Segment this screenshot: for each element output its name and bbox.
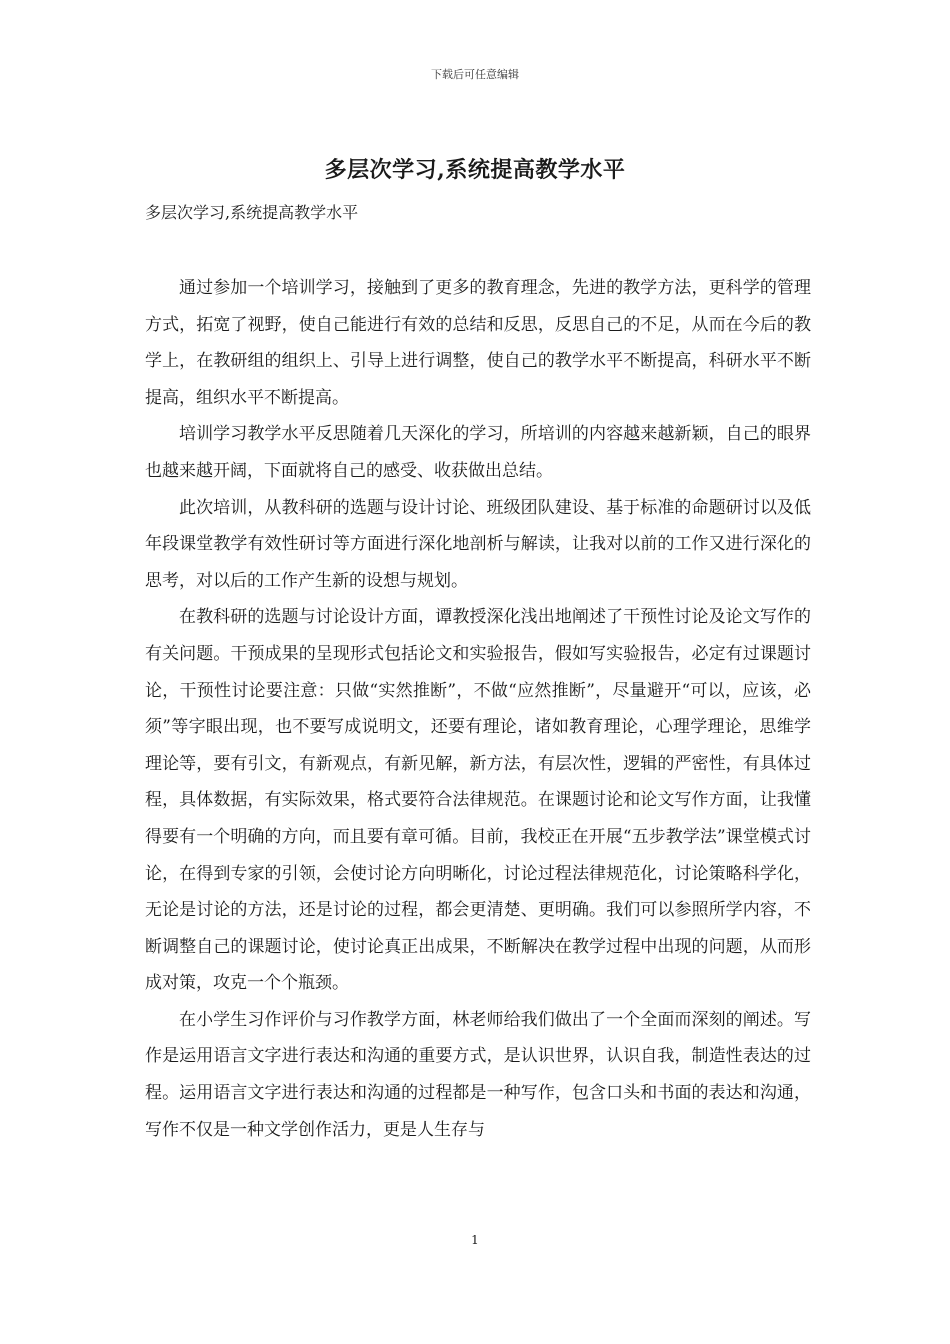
paragraph-2: 培训学习教学水平反思随着几天深化的学习，所培训的内容越来越新颖，自己的眼界也越来越开阔，下面就将自己的感受、收获做出总结。: [145, 424, 811, 481]
document-title: 多层次学习,系统提高教学水平: [324, 157, 626, 183]
paragraph-5: 在小学生习作评价与习作教学方面，林老师给我们做出了一个全面而深刻的阐述。写作是运用语言文字进行表达和沟通的重要方式，是认识世界，认识自我，制造性表达的过程。运用语言文字进行表达和沟通的过程都是一种写作，包含口头和书面的表达和沟通，写作不仅是一种文学创作活力，更是人生存与: [145, 1009, 811, 1140]
document-body: [145, 270, 811, 1148]
paragraph-1: 通过参加一个培训学习，接触到了更多的教育理念，先进的教学方法，更科学的管理方式，拓宽了视野，使自己能进行有效的总结和反思，反思自己的不足，从而在今后的教学上，在教研组的组织上、引导上进行调整，使自己的教学水平不断提高，科研水平不断提高，组织水平不断提高。: [145, 278, 811, 408]
header-note: 下载后可任意编辑: [431, 68, 519, 81]
paragraph-4: 在教科研的选题与讨论设计方面，谭教授深化浅出地阐述了干预性讨论及论文写作的有关问题。干预成果的呈现形式包括论文和实验报告，假如写实验报告，必定有过课题讨论，干预性讨论要注意：只做“实然推断”，不做“应然推断”，尽量避开“可以，应该，必须”等字眼出现，也不要写成说明文，还要有理论，诸如教育理论，心理学理论，思维学理论等，要有引文，有新观点，有新见解，新方法，有层次性，逻辑的严密性，有具体过程，具体数据，有实际效果，格式要符合法律规范。在课题讨论和论文写作方面，让我懂得要有一个明确的方向，而且要有章可循。目前，我校正在开展“五步教学法”课堂模式讨论，在得到专家的引领，会使讨论方向明晰化，讨论过程法律规范化，讨论策略科学化，无论是讨论的方法，还是讨论的过程，都会更清楚、更明确。我们可以参照所学内容，不断调整自己的课题讨论，使讨论真正出成果，不断解决在教学过程中出现的问题，从而形成对策，攻克一个个瓶颈。: [145, 607, 811, 994]
document-subtitle: 多层次学习,系统提高教学水平: [145, 203, 359, 222]
paragraph-3: 此次培训，从教科研的选题与设计讨论、班级团队建设、基于标准的命题研讨以及低年段课堂教学有效性研讨等方面进行深化地剖析与解读，让我对以前的工作又进行深化的思考，对以后的工作产生新的设想与规划。: [145, 497, 811, 591]
page-number: 1: [471, 1233, 479, 1247]
